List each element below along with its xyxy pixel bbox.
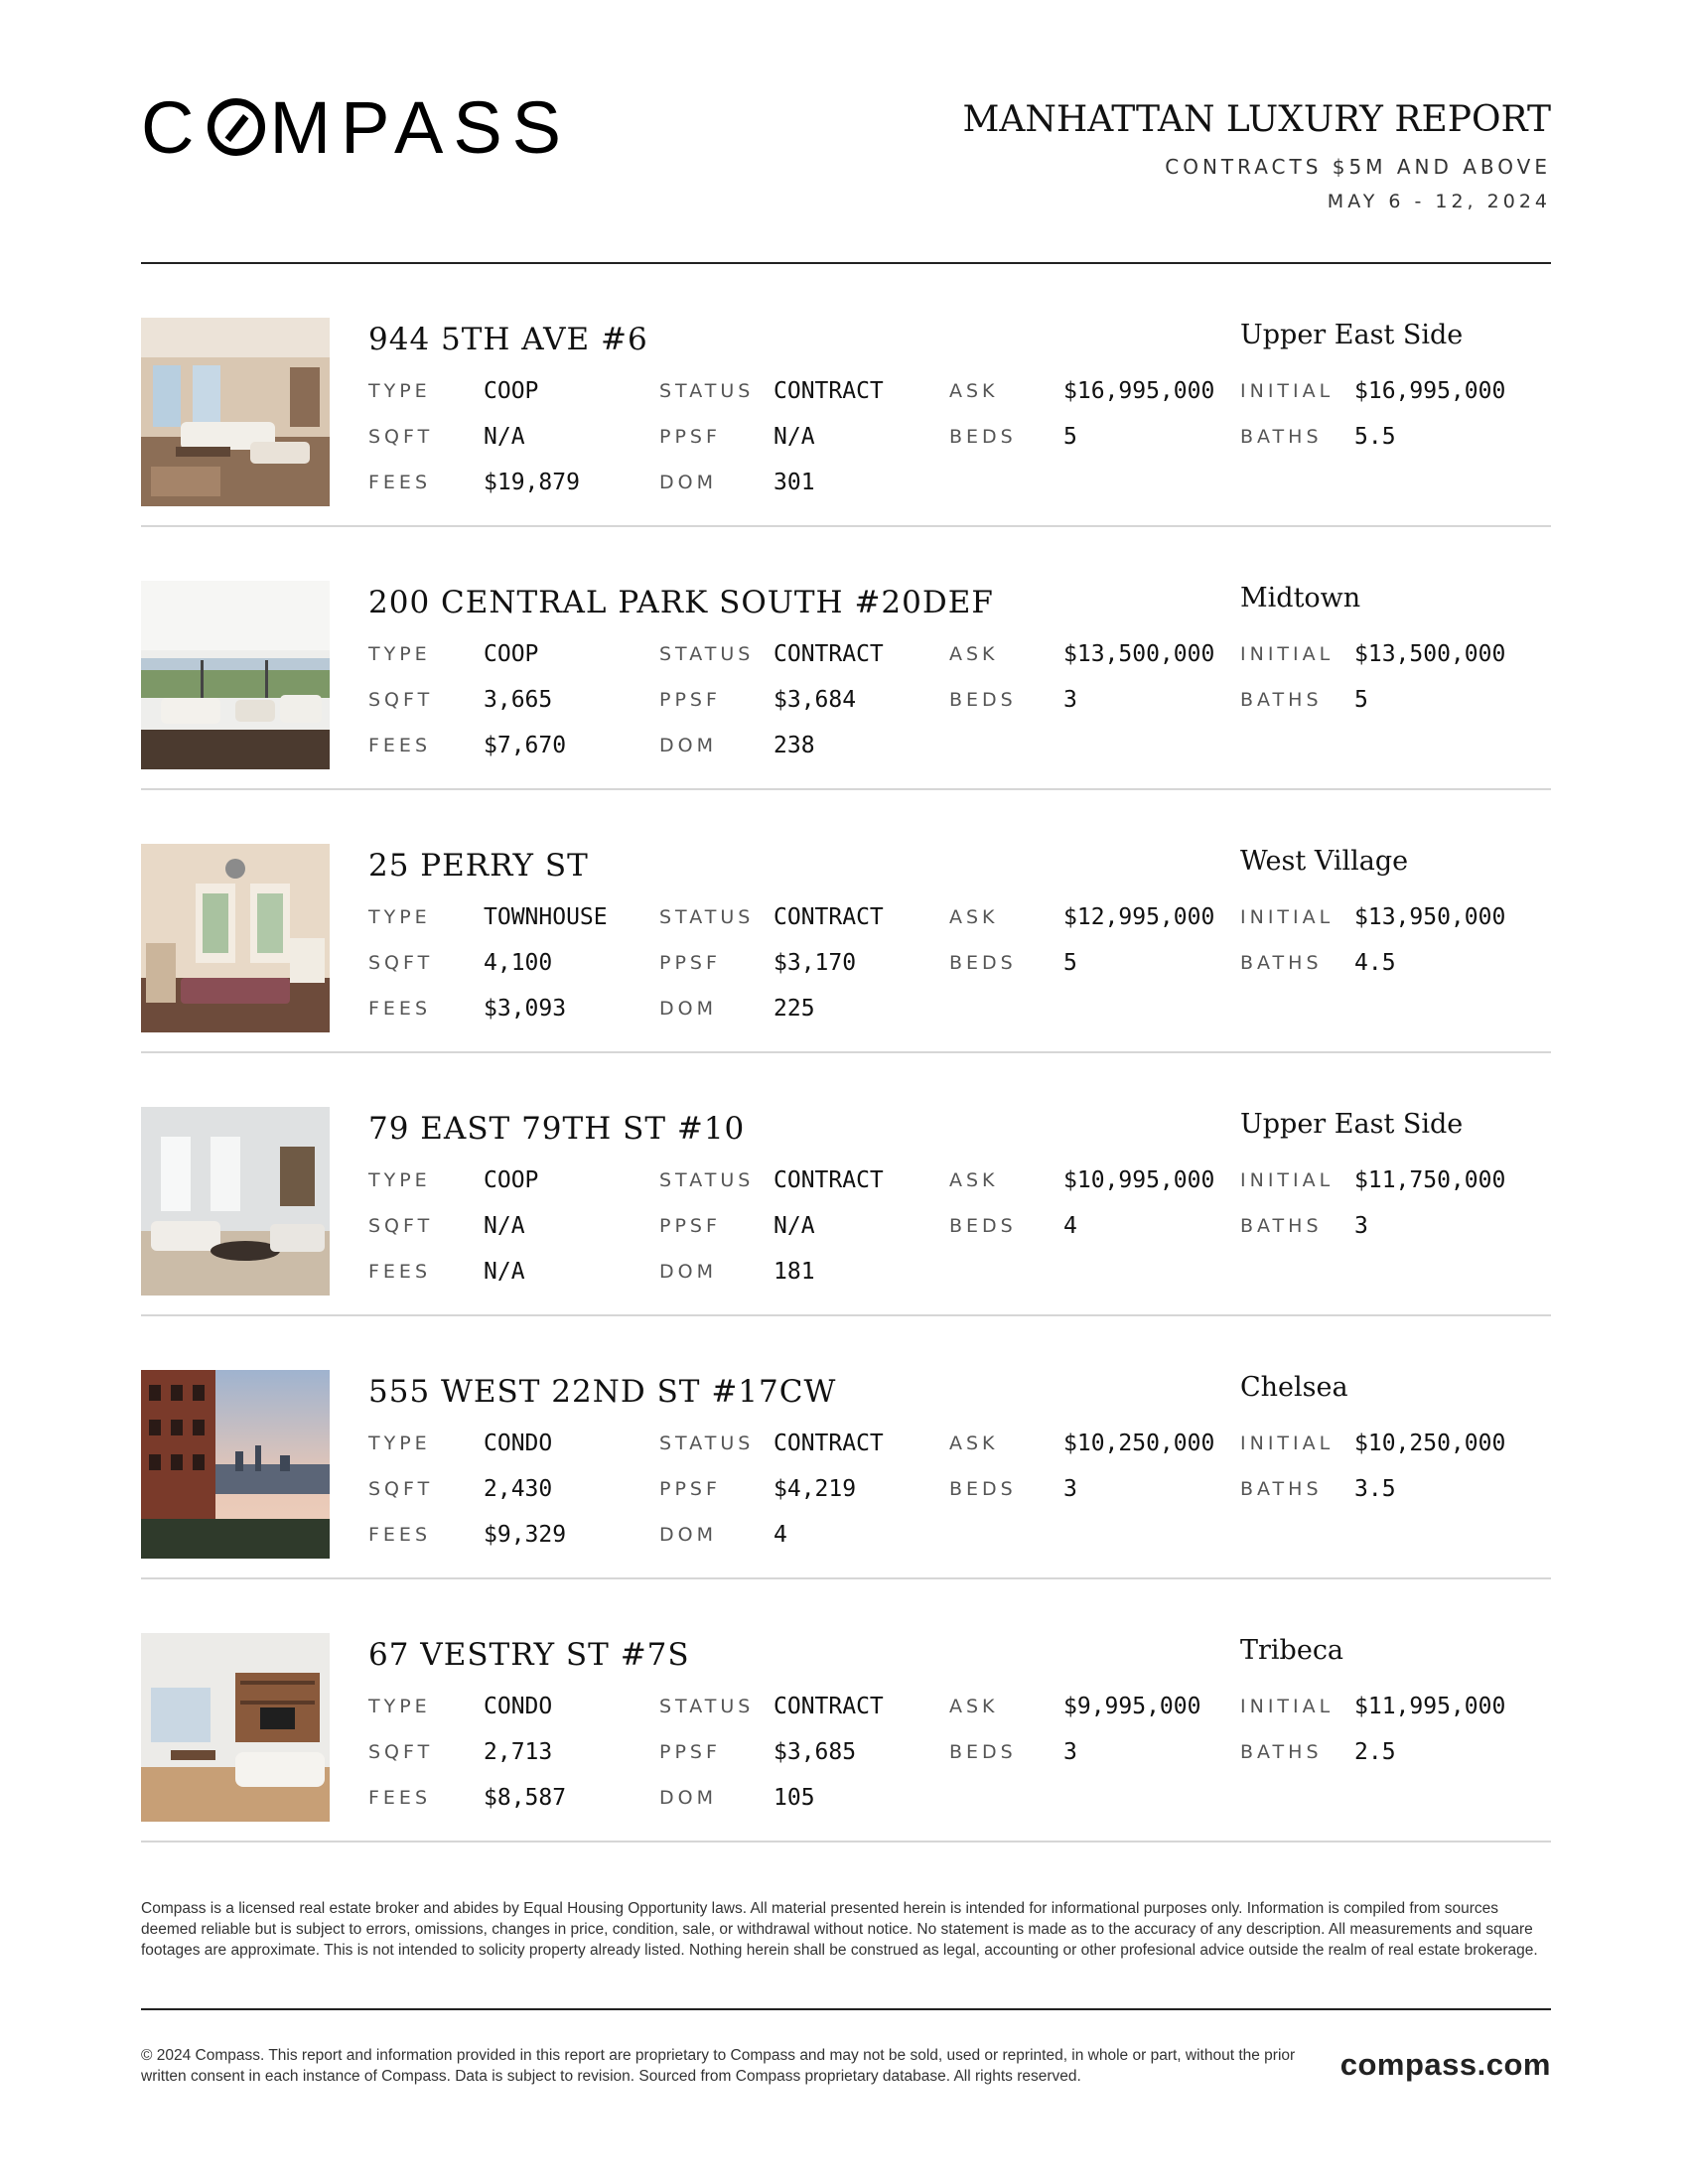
dom-value: 238 — [774, 733, 815, 758]
listing-neighborhood: Upper East Side — [1240, 320, 1464, 350]
listing-row — [141, 790, 1551, 1053]
listing-photo[interactable] — [141, 318, 330, 506]
initial-label: INITIAL — [1240, 1696, 1335, 1717]
listing-address[interactable]: 200 CENTRAL PARK SOUTH #20DEF — [368, 585, 994, 620]
report-page — [141, 0, 1551, 2184]
sqft-label: SQFT — [368, 689, 434, 711]
fees-value: $9,329 — [484, 1522, 567, 1548]
type-value: TOWNHOUSE — [484, 904, 608, 930]
status-value: CONTRACT — [774, 1167, 884, 1193]
status-value: CONTRACT — [774, 1431, 884, 1456]
dom-label: DOM — [659, 1261, 717, 1283]
baths-value: 3.5 — [1354, 1476, 1396, 1502]
report-date-range: MAY 6 - 12, 2024 — [1327, 191, 1551, 212]
ppsf-label: PPSF — [659, 689, 721, 711]
baths-label: BATHS — [1240, 689, 1323, 711]
beds-label: BEDS — [949, 952, 1017, 974]
baths-value: 4.5 — [1354, 950, 1396, 976]
ask-label: ASK — [949, 1169, 999, 1191]
baths-label: BATHS — [1240, 952, 1323, 974]
initial-label: INITIAL — [1240, 643, 1335, 665]
fees-value: N/A — [484, 1259, 525, 1285]
ask-value: $10,995,000 — [1063, 1167, 1215, 1193]
listing-divider — [141, 1841, 1551, 1843]
fees-value: $7,670 — [484, 733, 567, 758]
beds-label: BEDS — [949, 1478, 1017, 1500]
sqft-value: N/A — [484, 1213, 525, 1239]
sqft-label: SQFT — [368, 1741, 434, 1763]
beds-label: BEDS — [949, 689, 1017, 711]
listing-address[interactable]: 944 5TH AVE #6 — [368, 322, 648, 357]
fees-label: FEES — [368, 735, 431, 756]
type-value: COOP — [484, 378, 539, 404]
report-subtitle: CONTRACTS $5M AND ABOVE — [1165, 155, 1551, 179]
initial-value: $13,950,000 — [1354, 904, 1506, 930]
beds-label: BEDS — [949, 1215, 1017, 1237]
listing-photo[interactable] — [141, 1107, 330, 1296]
fees-value: $19,879 — [484, 470, 580, 495]
dom-value: 301 — [774, 470, 815, 495]
sqft-value: N/A — [484, 424, 525, 450]
sqft-value: 3,665 — [484, 687, 553, 713]
baths-label: BATHS — [1240, 1215, 1323, 1237]
footer-url-link[interactable]: compass.com — [1339, 2047, 1551, 2082]
dom-label: DOM — [659, 1524, 717, 1546]
sqft-label: SQFT — [368, 1478, 434, 1500]
listing-row — [141, 527, 1551, 790]
ask-value: $16,995,000 — [1063, 378, 1215, 404]
fees-value: $8,587 — [484, 1785, 567, 1811]
ask-label: ASK — [949, 1433, 999, 1454]
listing-neighborhood: Tribeca — [1240, 1635, 1344, 1666]
type-label: TYPE — [368, 643, 431, 665]
listing-photo[interactable] — [141, 844, 330, 1032]
ppsf-value: N/A — [774, 1213, 815, 1239]
listing-photo[interactable] — [141, 1370, 330, 1559]
dom-label: DOM — [659, 998, 717, 1020]
ppsf-label: PPSF — [659, 1741, 721, 1763]
listing-address[interactable]: 555 WEST 22ND ST #17CW — [368, 1374, 837, 1410]
ppsf-value: $4,219 — [774, 1476, 857, 1502]
baths-value: 2.5 — [1354, 1739, 1396, 1765]
dom-label: DOM — [659, 735, 717, 756]
ppsf-value: $3,170 — [774, 950, 857, 976]
beds-value: 3 — [1063, 1476, 1077, 1502]
baths-value: 5.5 — [1354, 424, 1396, 450]
type-value: CONDO — [484, 1694, 553, 1719]
listing-row — [141, 264, 1551, 527]
fees-label: FEES — [368, 1787, 431, 1809]
listing-row — [141, 1316, 1551, 1579]
initial-value: $11,995,000 — [1354, 1694, 1506, 1719]
beds-value: 3 — [1063, 1739, 1077, 1765]
listing-row — [141, 1053, 1551, 1316]
baths-value: 3 — [1354, 1213, 1368, 1239]
type-label: TYPE — [368, 906, 431, 928]
initial-value: $16,995,000 — [1354, 378, 1506, 404]
listing-row — [141, 1579, 1551, 1843]
baths-label: BATHS — [1240, 426, 1323, 448]
sqft-value: 2,713 — [484, 1739, 553, 1765]
sqft-value: 2,430 — [484, 1476, 553, 1502]
initial-label: INITIAL — [1240, 380, 1335, 402]
disclaimer-text: Compass is a licensed real estate broker and abides by Equal Housing Opportunity laws. All material presented herein is intended for informational purposes only. Information is compiled from sources deemed reliable but is subject to errors, omissions, changes in price, condition, sale, or withdrawal without notice. No statement is made as to the accuracy of any description. All measurements and square footages are approximate. This is not intended to solicity property already listed. Nothing herein shall be construed as legal, accounting or other profesional advice outside the realm of real estate brokerage. — [141, 1900, 1538, 1959]
compass-o-icon — [208, 98, 265, 156]
ask-value: $12,995,000 — [1063, 904, 1215, 930]
ask-label: ASK — [949, 643, 999, 665]
status-value: CONTRACT — [774, 1694, 884, 1719]
ask-label: ASK — [949, 1696, 999, 1717]
type-label: TYPE — [368, 380, 431, 402]
status-value: CONTRACT — [774, 641, 884, 667]
beds-value: 3 — [1063, 687, 1077, 713]
ppsf-value: N/A — [774, 424, 815, 450]
sqft-label: SQFT — [368, 426, 434, 448]
initial-label: INITIAL — [1240, 906, 1335, 928]
listing-address[interactable]: 67 VESTRY ST #7S — [368, 1637, 690, 1673]
sqft-value: 4,100 — [484, 950, 553, 976]
footer-divider — [141, 2008, 1551, 2010]
status-label: STATUS — [659, 1433, 755, 1454]
type-value: COOP — [484, 641, 539, 667]
dom-label: DOM — [659, 472, 717, 493]
listing-address[interactable]: 25 PERRY ST — [368, 848, 589, 884]
ask-value: $9,995,000 — [1063, 1694, 1201, 1719]
fees-label: FEES — [368, 998, 431, 1020]
status-label: STATUS — [659, 643, 755, 665]
fees-label: FEES — [368, 472, 431, 493]
ppsf-label: PPSF — [659, 1478, 721, 1500]
dom-value: 4 — [774, 1522, 787, 1548]
dom-value: 105 — [774, 1785, 815, 1811]
baths-value: 5 — [1354, 687, 1368, 713]
dom-value: 225 — [774, 996, 815, 1022]
initial-label: INITIAL — [1240, 1169, 1335, 1191]
initial-label: INITIAL — [1240, 1433, 1335, 1454]
listing-neighborhood: Midtown — [1240, 583, 1361, 614]
compass-logo: C MPASS — [141, 86, 572, 169]
ppsf-value: $3,684 — [774, 687, 857, 713]
dom-value: 181 — [774, 1259, 815, 1285]
ppsf-label: PPSF — [659, 1215, 721, 1237]
initial-value: $11,750,000 — [1354, 1167, 1506, 1193]
ask-label: ASK — [949, 380, 999, 402]
initial-value: $13,500,000 — [1354, 641, 1506, 667]
status-value: CONTRACT — [774, 378, 884, 404]
listing-neighborhood: Chelsea — [1240, 1372, 1348, 1403]
sqft-label: SQFT — [368, 1215, 434, 1237]
ask-value: $10,250,000 — [1063, 1431, 1215, 1456]
baths-label: BATHS — [1240, 1478, 1323, 1500]
report-header — [141, 0, 1551, 264]
beds-value: 4 — [1063, 1213, 1077, 1239]
type-label: TYPE — [368, 1696, 431, 1717]
listing-photo[interactable] — [141, 1633, 330, 1822]
type-label: TYPE — [368, 1169, 431, 1191]
beds-label: BEDS — [949, 426, 1017, 448]
beds-label: BEDS — [949, 1741, 1017, 1763]
beds-value: 5 — [1063, 950, 1077, 976]
baths-label: BATHS — [1240, 1741, 1323, 1763]
fees-label: FEES — [368, 1524, 431, 1546]
status-label: STATUS — [659, 1696, 755, 1717]
ask-value: $13,500,000 — [1063, 641, 1215, 667]
type-value: CONDO — [484, 1431, 553, 1456]
listing-neighborhood: West Village — [1240, 846, 1409, 877]
status-label: STATUS — [659, 380, 755, 402]
report-title: MANHATTAN LUXURY REPORT — [962, 99, 1551, 140]
initial-value: $10,250,000 — [1354, 1431, 1506, 1456]
sqft-label: SQFT — [368, 952, 434, 974]
fees-value: $3,093 — [484, 996, 567, 1022]
listing-neighborhood: Upper East Side — [1240, 1109, 1464, 1140]
ask-label: ASK — [949, 906, 999, 928]
status-label: STATUS — [659, 1169, 755, 1191]
ppsf-value: $3,685 — [774, 1739, 857, 1765]
ppsf-label: PPSF — [659, 952, 721, 974]
type-value: COOP — [484, 1167, 539, 1193]
copyright-text: © 2024 Compass. This report and information provided in this report are proprietary to Compass and may not be sold, used or reprinted, in whole or part, without the prior written consent in each instance of Compass. Data is subject to revision. Sourced from Compass proprietary database. All rights reserved. — [141, 2047, 1296, 2085]
fees-label: FEES — [368, 1261, 431, 1283]
ppsf-label: PPSF — [659, 426, 721, 448]
status-value: CONTRACT — [774, 904, 884, 930]
beds-value: 5 — [1063, 424, 1077, 450]
listing-photo[interactable] — [141, 581, 330, 769]
listing-address[interactable]: 79 EAST 79TH ST #10 — [368, 1111, 746, 1147]
dom-label: DOM — [659, 1787, 717, 1809]
type-label: TYPE — [368, 1433, 431, 1454]
status-label: STATUS — [659, 906, 755, 928]
